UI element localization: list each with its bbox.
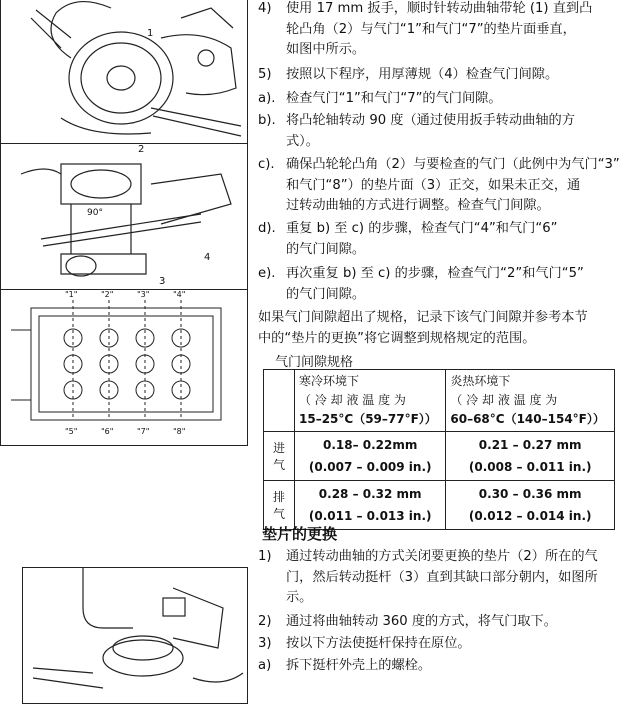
valve-clearance-table <box>263 369 615 530</box>
step-line: 确保凸轮轮凸角（2）与要检查的气门（此例中为气门“3” <box>286 157 620 172</box>
valve-label-2: "2" <box>101 290 114 299</box>
step-line: 通过将曲轴转动 360 度的方式，将气门取下。 <box>286 614 557 629</box>
value-in: (0.007 – 0.009 in.) <box>308 460 432 474</box>
step-number: 3) <box>258 636 272 651</box>
intake-cold-cell <box>295 432 446 481</box>
step-line: 如图中所示。 <box>286 42 366 57</box>
note-line: 中的“垫片的更换”将它调整到规格规定的范围。 <box>258 331 536 346</box>
out-of-spec-note <box>258 307 633 349</box>
step-line: 过转动曲轴的方式进行调整。检查气门间隙。 <box>286 198 550 213</box>
step-line: 轮凸角（2）与气门“1”和气门“7”的垫片面垂直， <box>286 21 576 37</box>
step-line: 按以下方法使挺杆保持在原位。 <box>286 636 471 651</box>
step-line: 将凸轮轴转动 90 度（通过使用扳手转动曲轴的方 <box>286 113 575 128</box>
table-row-intake <box>264 432 615 481</box>
hot-header-line: （ 冷 却 液 温 度 为 <box>450 393 558 407</box>
step-line: 式）。 <box>286 133 319 149</box>
step-line: 检查气门“1”和气门“7”的气门间隙。 <box>286 91 502 106</box>
row-label: 进气 <box>264 432 295 481</box>
exhaust-hot-cell <box>446 481 615 530</box>
step-line: 示。 <box>286 590 313 605</box>
step-number: b). <box>258 113 276 128</box>
fig2-angle-label: 90° <box>87 208 103 218</box>
cold-header-line: （ 冷 却 液 温 度 为 <box>299 393 406 407</box>
note-line: 如果气门间隙超出了规格，记录下该气门间隙并参考本节 <box>258 310 588 325</box>
value-mm: 0.21 – 0.27 mm <box>478 438 582 452</box>
value-in: (0.012 – 0.014 in.) <box>468 509 592 523</box>
cold-header-cell <box>295 370 446 432</box>
intake-hot-cell <box>446 432 615 481</box>
step-line: 使用 17 mm 扳手，顺时针转动曲轴带轮 (1) 直到凸 <box>286 1 593 16</box>
step-line: 通过转动曲轴的方式关闭要更换的垫片（2）所在的气 <box>286 549 598 564</box>
fig2-callout-4: 4 <box>204 252 211 263</box>
section-title: 垫片的更换 <box>262 525 338 543</box>
step-line: 和气门“8”）的垫片面（3）正交，如果未正交，通 <box>286 177 581 193</box>
cam-feeler-drawing <box>1 144 247 290</box>
valve-label-3: "3" <box>137 290 150 299</box>
value-mm: 0.30 – 0.36 mm <box>478 487 582 501</box>
fig2-callout-3: 3 <box>159 276 166 287</box>
corner-cell <box>264 370 295 432</box>
value-in: (0.011 – 0.013 in.) <box>308 509 432 523</box>
step-line: 重复 b) 至 c) 的步骤，检查气门“4”和气门“6” <box>286 221 558 236</box>
hot-header-cell <box>446 370 615 432</box>
figure-crank-pulley <box>0 0 248 144</box>
lifter-drawing <box>23 568 247 703</box>
hot-header-line: 炎热环境下 <box>450 374 511 388</box>
spec-title: 气门间隙规格 <box>275 355 354 370</box>
value-in: (0.008 – 0.011 in.) <box>468 460 592 474</box>
cold-header-line: 寒冷环境下 <box>299 374 360 388</box>
step-number: a). <box>258 91 276 106</box>
valve-layout-drawing <box>1 290 247 445</box>
fig1-callout-1: 1 <box>147 28 154 39</box>
figure-valve-layout <box>0 289 248 446</box>
step-line: 拆下挺杆外壳上的螺栓。 <box>286 658 432 673</box>
valve-label-5: "5" <box>65 427 78 436</box>
valve-label-8: "8" <box>173 427 186 436</box>
cold-header-line: 15–25°C（59–77°F）） <box>299 412 437 426</box>
step-number: 1) <box>258 549 272 564</box>
valve-label-4: "4" <box>173 290 186 299</box>
fig2-callout-2: 2 <box>138 144 145 155</box>
step-number: 4) <box>258 1 272 16</box>
step-number: e). <box>258 266 276 281</box>
table-header-row <box>264 370 615 432</box>
hot-header-line: 60–68°C（140–154°F）） <box>450 412 605 426</box>
step-number: 2) <box>258 614 272 629</box>
step-line: 按照以下程序，用厚薄规（4）检查气门间隙。 <box>286 67 559 82</box>
value-mm: 0.28 – 0.32 mm <box>318 487 422 501</box>
step-line: 的气门间隙。 <box>286 241 366 257</box>
step-number: c). <box>258 157 275 172</box>
value-mm: 0.18– 0.22mm <box>322 438 418 452</box>
figure-lifter <box>22 567 248 704</box>
step-number: a) <box>258 658 272 673</box>
step-number: d). <box>258 221 276 236</box>
valve-label-6: "6" <box>101 427 114 436</box>
row-label: 排气 <box>264 481 295 530</box>
step-line: 再次重复 b) 至 c) 的步骤，检查气门“2”和气门“5” <box>286 266 584 281</box>
figure-cam-feeler-gauge <box>0 143 248 291</box>
step-number: 5) <box>258 67 272 82</box>
valve-label-1: "1" <box>65 290 78 299</box>
step-line: 的气门间隙。 <box>286 286 366 302</box>
step-line: 门，然后转动挺杆（3）直到其缺口部分朝内，如图所 <box>286 569 598 585</box>
valve-label-7: "7" <box>137 427 150 436</box>
crank-pulley-drawing <box>1 0 247 143</box>
